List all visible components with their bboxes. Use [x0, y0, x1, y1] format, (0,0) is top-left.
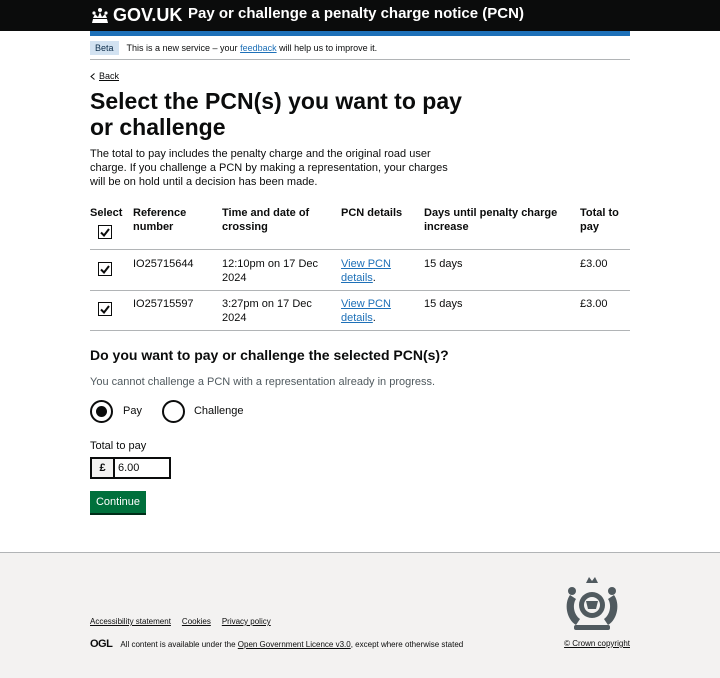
intro-text: The total to pay includes the penalty charge and the original road user charge. If you challenge a PCN by making a representation, your charges will be on hold until a decision has been made. — [90, 148, 448, 188]
header-total: Total to pay — [580, 207, 619, 233]
radio-challenge[interactable] — [162, 400, 244, 423]
table-row: IO25715597 3:27pm on 17 Dec 2024 View PCN details. 15 days £3.00 — [90, 291, 630, 331]
radio-challenge-circle[interactable] — [162, 400, 185, 423]
total-to-pay-input[interactable]: 6.00 — [113, 457, 171, 479]
row-total: £3.00 — [580, 298, 608, 310]
radio-pay-label[interactable]: Pay — [123, 405, 142, 417]
select-all-checkbox[interactable] — [98, 225, 112, 239]
currency-prefix: £ — [90, 457, 113, 479]
row-checkbox[interactable] — [98, 262, 112, 276]
privacy-policy-link[interactable]: Privacy policy — [221, 617, 271, 626]
accessibility-statement-link[interactable]: Accessibility statement — [90, 617, 171, 626]
header-reference: Reference number — [133, 207, 187, 233]
chevron-left-icon — [90, 73, 95, 80]
pay-or-challenge-radios — [90, 399, 630, 423]
royal-coat-of-arms-icon — [556, 575, 628, 635]
site-footer — [0, 552, 720, 678]
govuk-logo[interactable] — [90, 5, 182, 26]
total-to-pay-label: Total to pay — [90, 440, 147, 452]
ogl-licence-link[interactable]: Open Government Licence v3.0 — [237, 639, 351, 649]
header-time: Time and date of crossing — [222, 207, 310, 233]
phase-text-before: This is a new service – your — [126, 42, 238, 53]
radio-selected-dot — [96, 406, 107, 417]
page-title: Select the PCN(s) you want to pay or challenge — [90, 88, 462, 140]
ogl-logo: OGL — [90, 638, 113, 650]
check-icon — [100, 265, 110, 274]
licence-text-before: All content is available under the — [120, 639, 236, 649]
crossing-time: 12:10pm on 17 Dec 2024 — [222, 258, 319, 284]
row-checkbox[interactable] — [98, 302, 112, 316]
view-pcn-details-link[interactable]: View PCN details — [341, 298, 391, 324]
radio-challenge-label[interactable]: Challenge — [193, 405, 244, 417]
row-total: £3.00 — [580, 258, 608, 270]
header-select: Select — [90, 207, 123, 219]
challenge-hint: You cannot challenge a PCN with a representation already in progress. — [90, 376, 436, 388]
back-link[interactable]: Back — [99, 71, 120, 81]
table-row: IO25715644 12:10pm on 17 Dec 2024 View PCN details. 15 days £3.00 — [90, 251, 630, 291]
days-until-increase: 15 days — [424, 258, 463, 270]
header-days: Days until penalty charge increase — [424, 207, 558, 233]
feedback-link[interactable]: feedback — [240, 42, 277, 53]
view-pcn-details-link[interactable]: View PCN details — [341, 258, 391, 284]
radio-pay-circle[interactable] — [90, 400, 113, 423]
crown-icon — [90, 7, 110, 25]
site-header — [0, 0, 720, 31]
pcn-table-header — [90, 206, 630, 250]
check-icon — [100, 228, 110, 237]
cookies-link[interactable]: Cookies — [181, 617, 211, 626]
crossing-time: 3:27pm on 17 Dec 2024 — [222, 298, 312, 324]
check-icon — [100, 305, 110, 314]
pcn-reference: IO25715644 — [133, 258, 194, 270]
total-to-pay-field — [90, 457, 630, 479]
logo-text: GOV.UK — [113, 5, 183, 25]
footer-links — [90, 617, 271, 626]
licence-statement — [90, 638, 463, 650]
phase-banner — [90, 36, 630, 60]
continue-button[interactable]: Continue — [90, 491, 146, 513]
back-link-wrapper — [90, 71, 630, 81]
header-details: PCN details — [341, 207, 403, 219]
pay-or-challenge-heading: Do you want to pay or challenge the selected PCN(s)? — [90, 347, 449, 363]
crown-copyright-link[interactable]: © Crown copyright — [564, 639, 630, 648]
phase-text-after: will help us to improve it. — [279, 42, 378, 53]
radio-pay[interactable] — [90, 400, 142, 423]
service-name[interactable]: Pay or challenge a penalty charge notice (PCN) — [188, 5, 524, 22]
days-until-increase: 15 days — [424, 298, 463, 310]
pcn-reference: IO25715597 — [133, 298, 194, 310]
beta-tag: Beta — [90, 41, 119, 55]
licence-text-after: , except where otherwise stated — [350, 639, 464, 649]
